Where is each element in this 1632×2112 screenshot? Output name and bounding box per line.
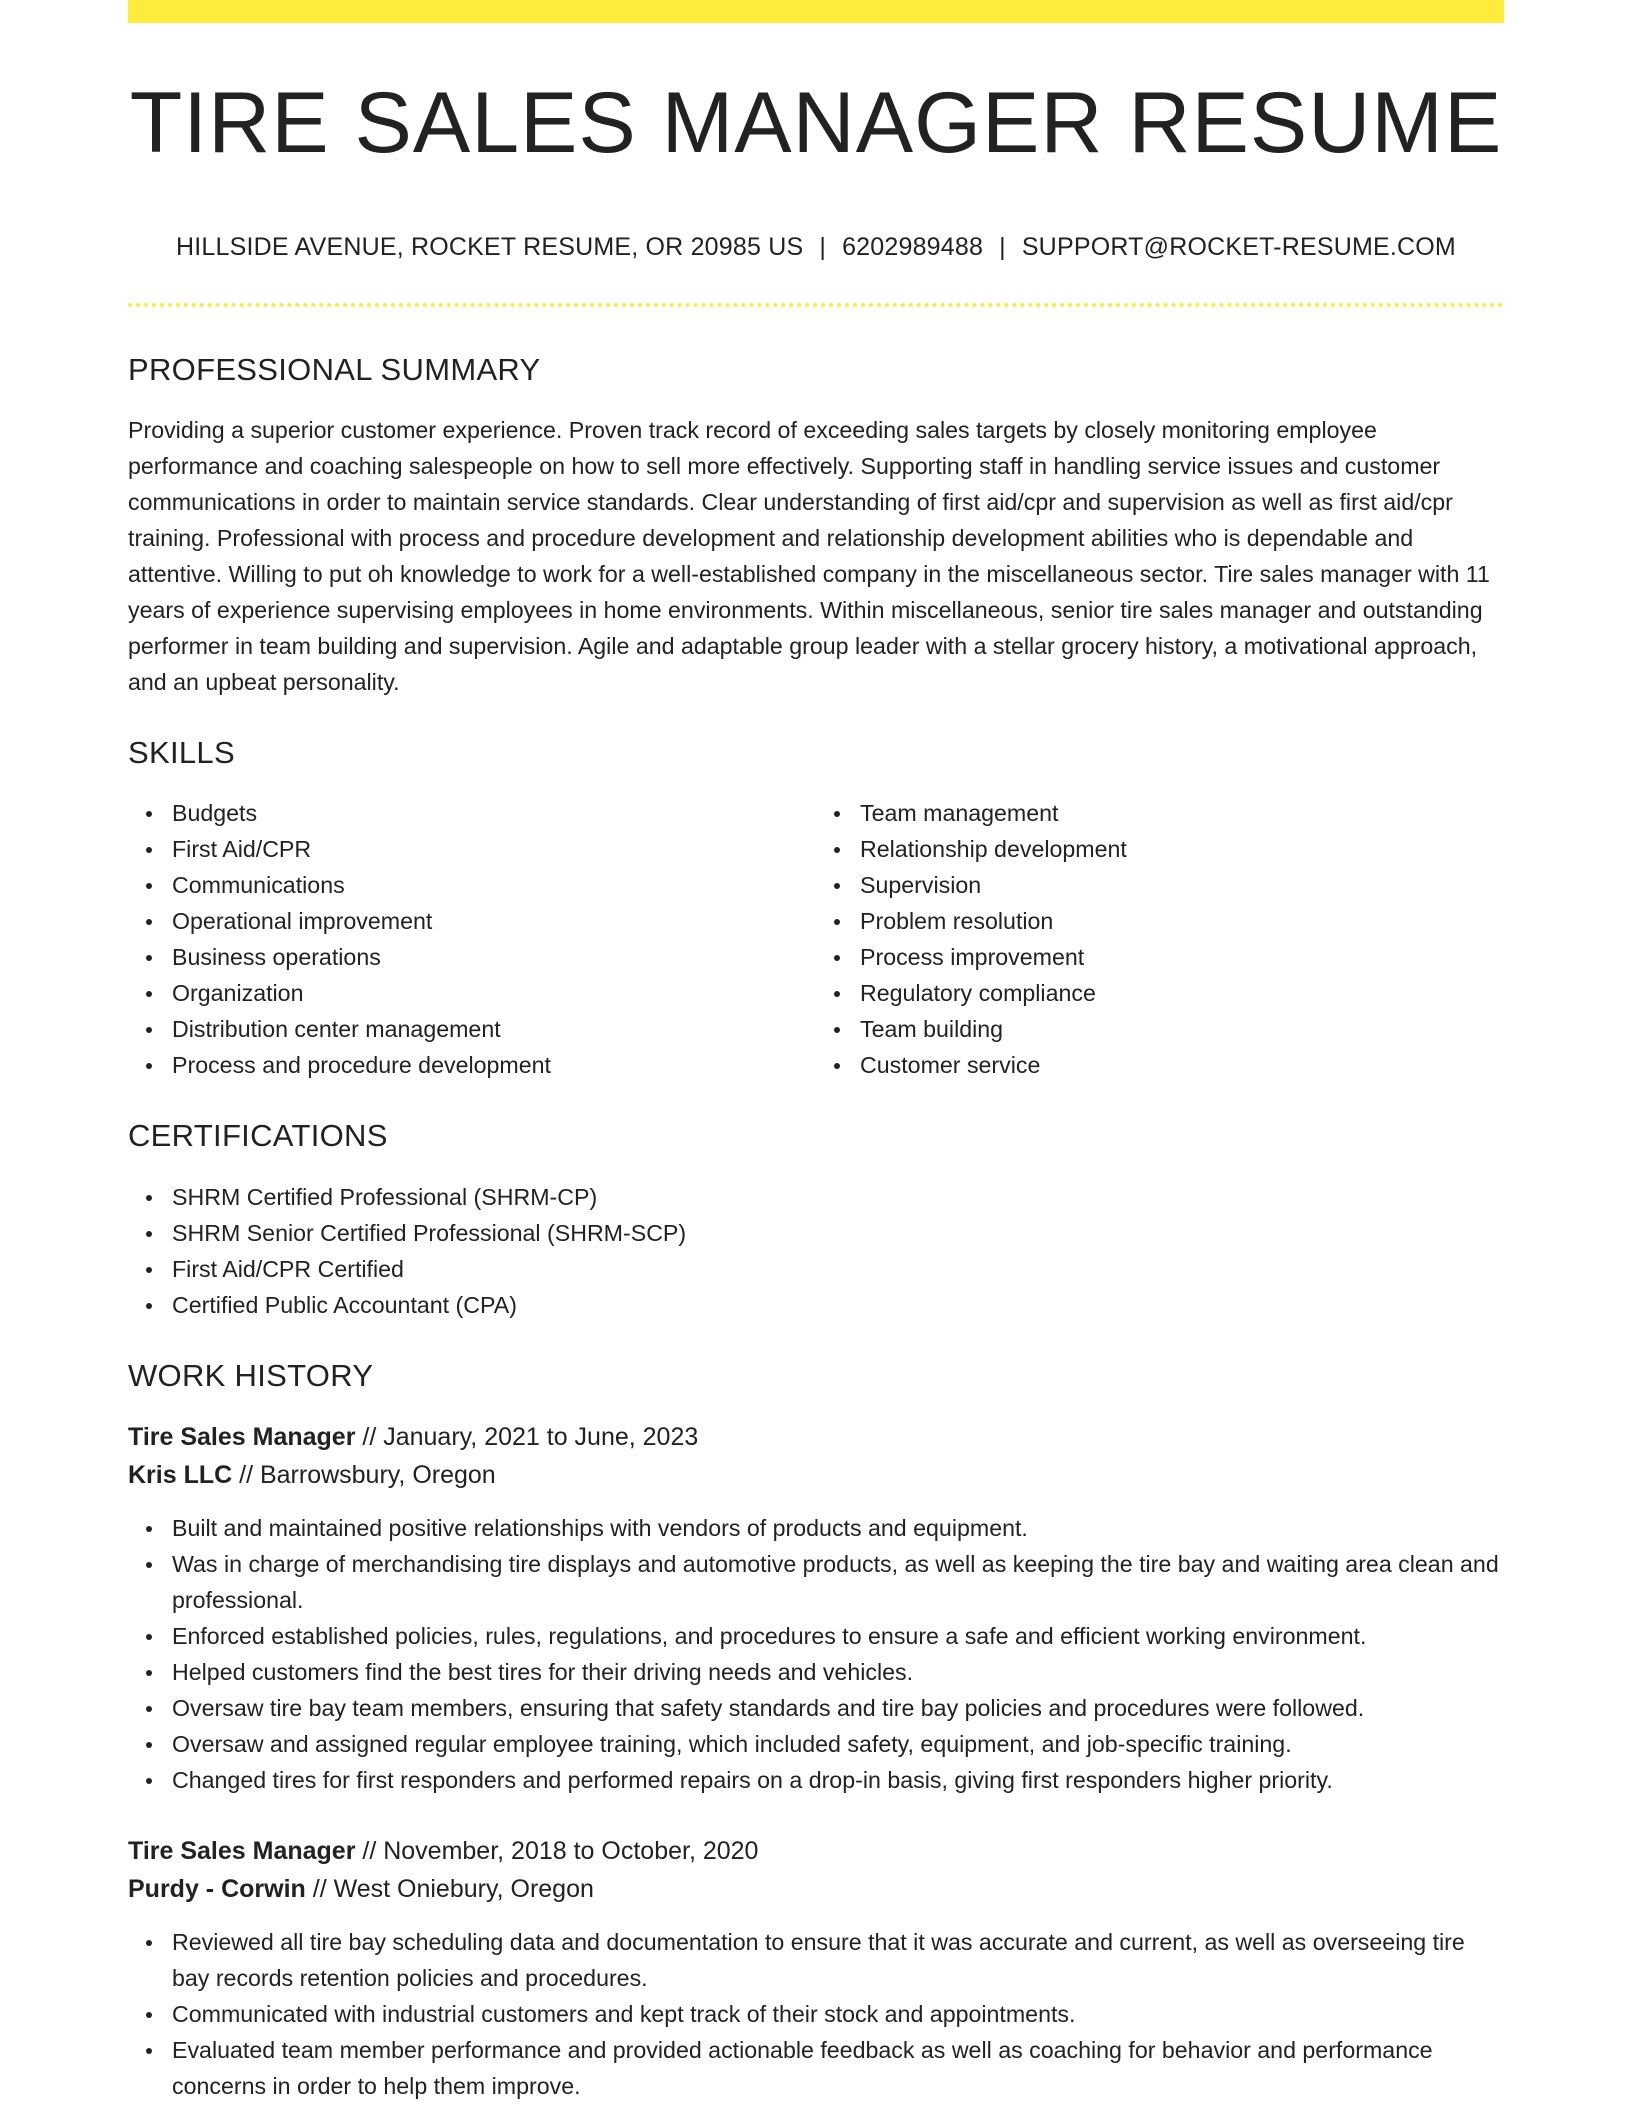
job-title: Tire Sales Manager: [128, 1422, 356, 1451]
job-bullet: Changed tires for first responders and performed repairs on a drop-in basis, giving first responders higher priority.: [172, 1762, 1504, 1798]
job-bullet: Built and maintained positive relationships with vendors of products and equipment.: [172, 1510, 1504, 1546]
skill-item: Process and procedure development: [172, 1047, 816, 1083]
certifications-list: [128, 1179, 1504, 1323]
summary-heading: PROFESSIONAL SUMMARY: [128, 352, 541, 387]
job-bullets: [128, 1510, 1504, 1798]
job-bullet: Helped customers find the best tires for their driving needs and vehicles.: [172, 1654, 1504, 1690]
skill-item: Customer service: [860, 1047, 1504, 1083]
skills-heading: SKILLS: [128, 735, 235, 771]
job-bullet: Communicated with industrial customers and kept track of their stock and appointments.: [172, 1996, 1504, 2032]
certification-item: SHRM Certified Professional (SHRM-CP): [172, 1179, 1504, 1215]
skill-item: Team management: [860, 795, 1504, 831]
job-bullet: Was in charge of merchandising tire displays and automotive products, as well as keeping the tire bay and waiting area clean and professional.: [172, 1546, 1504, 1618]
contact-separator: |: [999, 233, 1006, 261]
job-bullet: Enforced established policies, rules, regulations, and procedures to ensure a safe and efficient working environment.: [172, 1618, 1504, 1654]
resume-title: TIRE SALES MANAGER RESUME: [129, 75, 1503, 171]
top-accent-bar: [128, 0, 1504, 23]
contact-email: SUPPORT@ROCKET-RESUME.COM: [1021, 233, 1456, 261]
job-bullet: Oversaw and assigned regular employee training, which included safety, equipment, and job-specific training.: [172, 1726, 1504, 1762]
job-company-line: [128, 1456, 1504, 1494]
certifications-heading: CERTIFICATIONS: [128, 1118, 388, 1154]
job-bullet: Reviewed all tire bay scheduling data and documentation to ensure that it was accurate and current, as well as overseeing tire bay records retention policies and procedures.: [172, 1924, 1504, 1996]
skill-item: Distribution center management: [172, 1011, 816, 1047]
certification-item: Certified Public Accountant (CPA): [172, 1287, 1504, 1323]
contact-line: [128, 232, 1504, 262]
skill-item: Relationship development: [860, 831, 1504, 867]
dotted-divider: [128, 303, 1504, 307]
skills-list-left: [128, 795, 816, 1083]
skill-item: Organization: [172, 975, 816, 1011]
resume-page: [128, 0, 1504, 2104]
certification-item: First Aid/CPR Certified: [172, 1251, 1504, 1287]
job-dates: // January, 2021 to June, 2023: [355, 1422, 699, 1451]
skill-item: Communications: [172, 867, 816, 903]
job-company: Kris LLC: [128, 1460, 233, 1489]
job-location: // Barrowsbury, Oregon: [232, 1460, 496, 1489]
contact-phone: 6202989488: [842, 233, 984, 261]
skill-item: Process improvement: [860, 939, 1504, 975]
skills-list-right: [816, 795, 1504, 1083]
job-title-line: [128, 1832, 1504, 1870]
skill-item: Problem resolution: [860, 903, 1504, 939]
skill-item: First Aid/CPR: [172, 831, 816, 867]
work-history-heading: WORK HISTORY: [128, 1357, 374, 1393]
contact-separator: |: [819, 233, 827, 261]
contact-address: HILLSIDE AVENUE, ROCKET RESUME, OR 20985 US: [176, 233, 804, 261]
job-title-line: [128, 1418, 1504, 1456]
skill-item: Team building: [860, 1011, 1504, 1047]
skill-item: Budgets: [172, 795, 816, 831]
job-dates: // November, 2018 to October, 2020: [355, 1836, 759, 1865]
job-bullet: Oversaw tire bay team members, ensuring that safety standards and tire bay policies and procedures were followed.: [172, 1690, 1504, 1726]
job-entry: [128, 1418, 1504, 1798]
skill-item: Business operations: [172, 939, 816, 975]
skill-item: Regulatory compliance: [860, 975, 1504, 1011]
job-entry: [128, 1832, 1504, 2104]
summary-text: Providing a superior customer experience. Proven track record of exceeding sales targets by closely monitoring employee performance and coaching salespeople on how to sell more effectively. Supporting staff in handling service issues and customer communications in order to maintain service standards. Clear understanding of first aid/cpr and supervision as well as first aid/cpr training. Professional with process and procedure development and relationship development abilities who is dependable and attentive. Willing to put oh knowledge to work for a well-established company in the miscellaneous sector. Tire sales manager with 11 years of experience supervising employees in home environments. Within miscellaneous, senior tire sales manager and outstanding performer in team building and supervision. Agile and adaptable group leader with a stellar grocery history, a motivational approach, and an upbeat personality.: [128, 417, 1490, 696]
job-company-line: [128, 1870, 1504, 1908]
job-title: Tire Sales Manager: [128, 1836, 356, 1865]
job-company: Purdy - Corwin: [128, 1874, 306, 1903]
certification-item: SHRM Senior Certified Professional (SHRM-SCP): [172, 1215, 1504, 1251]
job-bullet: Evaluated team member performance and provided actionable feedback as well as coaching for behavior and performance concerns in order to help them improve.: [172, 2032, 1504, 2104]
skill-item: Operational improvement: [172, 903, 816, 939]
skill-item: Supervision: [860, 867, 1504, 903]
job-bullets: [128, 1924, 1504, 2104]
job-location: // West Oniebury, Oregon: [305, 1874, 594, 1903]
skills-columns: [128, 795, 1504, 1083]
